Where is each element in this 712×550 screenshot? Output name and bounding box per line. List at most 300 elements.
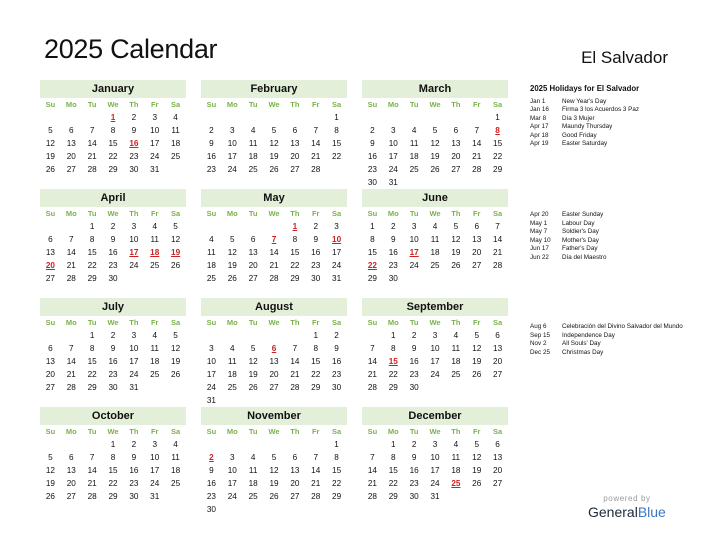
day-cell: 15: [332, 466, 342, 475]
weekday-label: Tu: [409, 427, 419, 436]
day-cell: 10: [227, 466, 237, 475]
day-cell: 27: [269, 383, 279, 392]
holiday-name: Soldier's Day: [562, 228, 599, 235]
weekday-label: Su: [367, 427, 378, 436]
day-cell: 24: [150, 152, 160, 161]
day-cell: 15: [311, 357, 321, 366]
day-cell: 13: [493, 344, 503, 353]
day-cell: 9: [131, 126, 137, 135]
holiday-entry: [530, 245, 700, 254]
day-cell: 23: [409, 479, 419, 488]
day-cell: 5: [453, 222, 459, 231]
weekday-label: Mo: [387, 209, 399, 218]
day-cell: 2: [131, 113, 137, 122]
day-cell: 21: [367, 479, 377, 488]
day-cell: 18: [451, 466, 461, 475]
holiday-day-cell: 16: [129, 139, 139, 148]
month-days-grid: [40, 98, 186, 176]
day-cell: 9: [131, 453, 137, 462]
day-cell: 11: [430, 235, 440, 244]
month-january: [40, 80, 186, 176]
day-cell: 27: [248, 274, 258, 283]
day-cell: 16: [409, 357, 419, 366]
month-name: December: [362, 407, 508, 425]
weekday-label: We: [429, 100, 441, 109]
day-cell: 7: [292, 344, 298, 353]
day-cell: 22: [87, 261, 97, 270]
day-cell: 4: [411, 126, 417, 135]
day-cell: 21: [87, 152, 97, 161]
day-cell: 1: [391, 440, 396, 449]
day-cell: 4: [250, 453, 256, 462]
day-cell: 5: [173, 331, 178, 340]
month-name: October: [40, 407, 186, 425]
day-cell: 6: [495, 331, 500, 340]
holiday-list-title: 2025 Holidays for El Salvador: [530, 84, 640, 93]
holiday-entry: [530, 323, 700, 332]
day-cell: 25: [171, 152, 181, 161]
day-cell: 26: [171, 261, 181, 270]
weekday-label: Mo: [226, 318, 238, 327]
day-cell: 30: [367, 178, 377, 187]
day-cell: 11: [228, 357, 237, 366]
month-name: May: [201, 189, 347, 207]
day-cell: 26: [171, 370, 181, 379]
day-cell: 10: [129, 235, 139, 244]
empty-cell: [284, 329, 305, 342]
weekday-label: Mo: [226, 209, 238, 218]
weekday-label: Th: [290, 209, 300, 218]
day-cell: 8: [391, 453, 396, 462]
weekday-label: We: [107, 318, 119, 327]
empty-cell: [61, 438, 82, 451]
holiday-date: Apr 20: [530, 211, 549, 218]
weekday-label: Mo: [226, 100, 238, 109]
day-cell: 8: [89, 235, 95, 244]
day-cell: 6: [69, 453, 74, 462]
holiday-entry: [530, 115, 700, 124]
holiday-date: Jan 1: [530, 97, 546, 105]
day-cell: 30: [129, 492, 139, 501]
weekday-label: Tu: [409, 209, 419, 218]
day-cell: 31: [150, 492, 160, 501]
day-cell: 7: [313, 126, 318, 135]
month-days-grid: [362, 207, 508, 285]
day-cell: 27: [66, 165, 76, 174]
weekday-label: Su: [206, 427, 217, 436]
empty-cell: [466, 111, 487, 124]
day-cell: 6: [292, 453, 298, 462]
day-cell: 12: [430, 139, 440, 148]
empty-cell: [284, 438, 305, 451]
day-cell: 10: [409, 235, 419, 244]
holiday-list-group-2: [530, 211, 700, 262]
day-cell: 19: [45, 479, 55, 488]
weekday-label: We: [429, 427, 441, 436]
day-cell: 24: [129, 261, 139, 270]
day-cell: 9: [209, 466, 214, 475]
day-cell: 6: [250, 235, 256, 244]
day-cell: 31: [430, 492, 440, 501]
day-cell: 25: [248, 165, 258, 174]
weekday-label: Th: [290, 427, 300, 436]
day-cell: 4: [250, 126, 256, 135]
day-cell: 20: [290, 152, 300, 161]
holiday-day-cell: 15: [388, 357, 398, 366]
day-cell: 25: [451, 370, 461, 379]
day-cell: 25: [206, 274, 216, 283]
day-cell: 20: [290, 479, 300, 488]
holiday-entry: [530, 123, 700, 132]
day-cell: 20: [248, 261, 258, 270]
holiday-day-cell: 22: [367, 261, 377, 270]
weekday-label: Fr: [472, 209, 481, 218]
day-cell: 26: [45, 165, 55, 174]
weekday-label: Fr: [150, 318, 159, 327]
day-cell: 23: [409, 370, 419, 379]
holiday-entry: [530, 340, 700, 349]
weekday-label: Fr: [311, 209, 320, 218]
weekday-label: Sa: [331, 427, 342, 436]
weekday-label: We: [268, 427, 280, 436]
day-cell: 6: [474, 222, 479, 231]
empty-cell: [284, 111, 305, 124]
day-cell: 23: [108, 370, 118, 379]
day-cell: 29: [87, 383, 97, 392]
day-cell: 7: [474, 126, 479, 135]
empty-cell: [40, 220, 61, 233]
holiday-day-cell: 1: [292, 222, 298, 231]
day-cell: 26: [472, 370, 482, 379]
weekday-label: Th: [129, 209, 139, 218]
month-days-grid: [201, 98, 347, 176]
day-cell: 24: [430, 370, 440, 379]
day-cell: 29: [332, 492, 342, 501]
holiday-date: Jun 17: [530, 245, 549, 252]
day-cell: 5: [271, 126, 277, 135]
day-cell: 4: [152, 222, 157, 231]
holiday-list-group-3: [530, 323, 700, 357]
day-cell: 5: [250, 344, 256, 353]
day-cell: 2: [334, 331, 339, 340]
day-cell: 18: [206, 261, 216, 270]
day-cell: 12: [171, 235, 181, 244]
day-cell: 31: [150, 165, 160, 174]
holiday-name: Good Friday: [562, 131, 597, 139]
month-july: [40, 298, 186, 394]
day-cell: 3: [334, 222, 339, 231]
day-cell: 3: [131, 331, 137, 340]
day-cell: 20: [45, 370, 55, 379]
weekday-label: Su: [206, 318, 217, 327]
empty-cell: [82, 438, 103, 451]
day-cell: 13: [248, 248, 258, 257]
month-name: November: [201, 407, 347, 425]
weekday-label: Tu: [87, 100, 97, 109]
day-cell: 28: [367, 492, 377, 501]
day-cell: 3: [391, 126, 396, 135]
day-cell: 24: [430, 479, 440, 488]
weekday-label: Fr: [472, 427, 481, 436]
empty-cell: [264, 111, 285, 124]
day-cell: 28: [493, 261, 503, 270]
day-cell: 8: [370, 235, 375, 244]
day-cell: 30: [108, 383, 118, 392]
day-cell: 25: [150, 370, 160, 379]
day-cell: 6: [495, 440, 500, 449]
empty-cell: [243, 438, 264, 451]
day-cell: 28: [87, 492, 97, 501]
weekday-label: Sa: [331, 100, 342, 109]
holiday-date: Jan 16: [530, 106, 549, 113]
weekday-label: We: [268, 100, 280, 109]
day-cell: 19: [171, 357, 181, 366]
day-cell: 14: [367, 466, 377, 475]
weekday-label: Tu: [248, 100, 258, 109]
holiday-day-cell: 17: [129, 248, 139, 257]
day-cell: 8: [334, 453, 339, 462]
day-cell: 8: [292, 235, 298, 244]
day-cell: 30: [206, 505, 216, 514]
month-september: [362, 298, 508, 394]
holiday-day-cell: 8: [495, 126, 500, 135]
holiday-name: Easter Sunday: [562, 211, 604, 218]
month-days-grid: [40, 316, 186, 394]
day-cell: 8: [313, 344, 318, 353]
empty-cell: [40, 329, 61, 342]
day-cell: 7: [313, 453, 318, 462]
day-cell: 10: [430, 453, 440, 462]
weekday-label: Mo: [65, 100, 77, 109]
holiday-date: Dec 25: [530, 348, 550, 356]
day-cell: 16: [206, 152, 216, 161]
day-cell: 5: [432, 126, 438, 135]
empty-cell: [40, 438, 61, 451]
holiday-entry: [530, 211, 700, 220]
empty-cell: [362, 438, 383, 451]
day-cell: 24: [332, 261, 342, 270]
day-cell: 26: [248, 383, 258, 392]
day-cell: 23: [367, 165, 377, 174]
weekday-label: Sa: [492, 318, 503, 327]
empty-cell: [222, 220, 243, 233]
day-cell: 12: [451, 235, 461, 244]
day-cell: 29: [108, 492, 118, 501]
day-cell: 19: [269, 152, 279, 161]
day-cell: 23: [332, 370, 342, 379]
weekday-label: Th: [290, 100, 300, 109]
holiday-day-cell: 7: [271, 235, 277, 244]
weekday-label: Tu: [248, 209, 258, 218]
day-cell: 11: [171, 126, 180, 135]
day-cell: 9: [209, 139, 214, 148]
day-cell: 27: [45, 274, 55, 283]
day-cell: 22: [493, 152, 503, 161]
day-cell: 30: [332, 383, 342, 392]
day-cell: 21: [367, 370, 377, 379]
month-days-grid: [40, 207, 186, 285]
holiday-date: May 1: [530, 219, 548, 227]
day-cell: 5: [48, 126, 53, 135]
empty-cell: [222, 438, 243, 451]
empty-cell: [264, 438, 285, 451]
weekday-label: Fr: [472, 100, 481, 109]
day-cell: 3: [209, 344, 214, 353]
day-cell: 18: [451, 357, 461, 366]
day-cell: 1: [391, 331, 396, 340]
day-cell: 3: [432, 331, 438, 340]
day-cell: 17: [332, 248, 342, 257]
holiday-day-cell: 18: [150, 248, 160, 257]
weekday-label: Tu: [87, 209, 97, 218]
weekday-label: Tu: [248, 427, 258, 436]
day-cell: 13: [472, 235, 482, 244]
day-cell: 31: [206, 396, 216, 405]
day-cell: 17: [227, 152, 237, 161]
day-cell: 29: [108, 165, 118, 174]
day-cell: 11: [248, 466, 258, 475]
day-cell: 7: [370, 453, 375, 462]
day-cell: 24: [227, 165, 237, 174]
day-cell: 1: [495, 113, 500, 122]
day-cell: 30: [129, 165, 139, 174]
day-cell: 2: [209, 126, 214, 135]
day-cell: 27: [290, 165, 300, 174]
day-cell: 17: [206, 370, 216, 379]
day-cell: 16: [367, 152, 377, 161]
month-march: [362, 80, 508, 189]
day-cell: 2: [370, 126, 375, 135]
day-cell: 27: [472, 261, 482, 270]
weekday-label: Tu: [87, 318, 97, 327]
day-cell: 27: [493, 370, 503, 379]
day-cell: 29: [290, 274, 300, 283]
day-cell: 16: [409, 466, 419, 475]
day-cell: 14: [493, 235, 503, 244]
empty-cell: [243, 329, 264, 342]
day-cell: 23: [129, 152, 139, 161]
day-cell: 19: [451, 248, 461, 257]
day-cell: 7: [69, 344, 74, 353]
day-cell: 14: [87, 466, 97, 475]
day-cell: 6: [292, 126, 298, 135]
day-cell: 26: [472, 479, 482, 488]
empty-cell: [61, 220, 82, 233]
weekday-label: Th: [290, 318, 300, 327]
weekday-label: Fr: [311, 100, 320, 109]
day-cell: 13: [66, 139, 76, 148]
month-days-grid: [201, 207, 347, 285]
day-cell: 31: [388, 178, 398, 187]
month-name: January: [40, 80, 186, 98]
day-cell: 26: [451, 261, 461, 270]
day-cell: 18: [171, 466, 181, 475]
day-cell: 3: [131, 222, 137, 231]
day-cell: 3: [152, 113, 157, 122]
day-cell: 1: [334, 440, 339, 449]
day-cell: 13: [451, 139, 461, 148]
day-cell: 21: [311, 479, 321, 488]
weekday-label: Sa: [170, 209, 181, 218]
day-cell: 22: [311, 370, 321, 379]
day-cell: 10: [430, 344, 440, 353]
day-cell: 26: [430, 165, 440, 174]
holiday-day-cell: 17: [409, 248, 419, 257]
day-cell: 5: [474, 440, 479, 449]
holiday-date: Apr 19: [530, 140, 549, 147]
holiday-name: Firma 3 los Acuerdos 3 Paz: [562, 106, 639, 113]
weekday-label: Fr: [150, 427, 159, 436]
day-cell: 20: [269, 370, 279, 379]
day-cell: 16: [129, 466, 139, 475]
day-cell: 29: [388, 492, 398, 501]
holiday-date: Sep 15: [530, 331, 550, 339]
day-cell: 30: [409, 492, 419, 501]
day-cell: 16: [108, 248, 118, 257]
weekday-label: We: [107, 209, 119, 218]
day-cell: 27: [451, 165, 461, 174]
day-cell: 18: [248, 479, 258, 488]
month-name: April: [40, 189, 186, 207]
month-name: March: [362, 80, 508, 98]
day-cell: 5: [173, 222, 178, 231]
day-cell: 21: [472, 152, 482, 161]
day-cell: 12: [248, 357, 258, 366]
holiday-name: Mother's Day: [562, 236, 599, 244]
weekday-label: We: [107, 427, 119, 436]
day-cell: 28: [311, 492, 321, 501]
day-cell: 28: [269, 274, 279, 283]
day-cell: 21: [493, 248, 503, 257]
day-cell: 20: [472, 248, 482, 257]
day-cell: 5: [474, 331, 479, 340]
day-cell: 20: [451, 152, 461, 161]
brand-logo: [588, 494, 666, 520]
month-november: [201, 407, 347, 516]
day-cell: 3: [432, 440, 438, 449]
day-cell: 27: [45, 383, 55, 392]
day-cell: 11: [409, 139, 419, 148]
weekday-label: Mo: [65, 318, 77, 327]
day-cell: 2: [313, 222, 318, 231]
day-cell: 31: [332, 274, 342, 283]
day-cell: 12: [269, 466, 279, 475]
holiday-name: Christmas Day: [562, 348, 604, 356]
weekday-label: Th: [451, 100, 461, 109]
holiday-entry: [530, 228, 700, 237]
holiday-name: All Souls' Day: [562, 340, 601, 347]
day-cell: 12: [227, 248, 237, 257]
day-cell: 21: [66, 370, 76, 379]
day-cell: 11: [171, 453, 180, 462]
empty-cell: [82, 111, 103, 124]
month-days-grid: [40, 425, 186, 503]
holiday-list-group-1: [530, 85, 700, 149]
page-title: 2025 Calendar: [44, 34, 218, 64]
day-cell: 4: [209, 235, 214, 244]
day-cell: 23: [108, 261, 118, 270]
day-cell: 29: [367, 274, 377, 283]
day-cell: 11: [207, 248, 216, 257]
holiday-entry: [530, 332, 700, 341]
month-days-grid: [362, 425, 508, 503]
day-cell: 17: [430, 357, 440, 366]
day-cell: 1: [313, 331, 318, 340]
day-cell: 25: [248, 492, 258, 501]
day-cell: 12: [171, 344, 181, 353]
holiday-name: Día del Maestro: [562, 253, 607, 261]
weekday-label: We: [268, 209, 280, 218]
